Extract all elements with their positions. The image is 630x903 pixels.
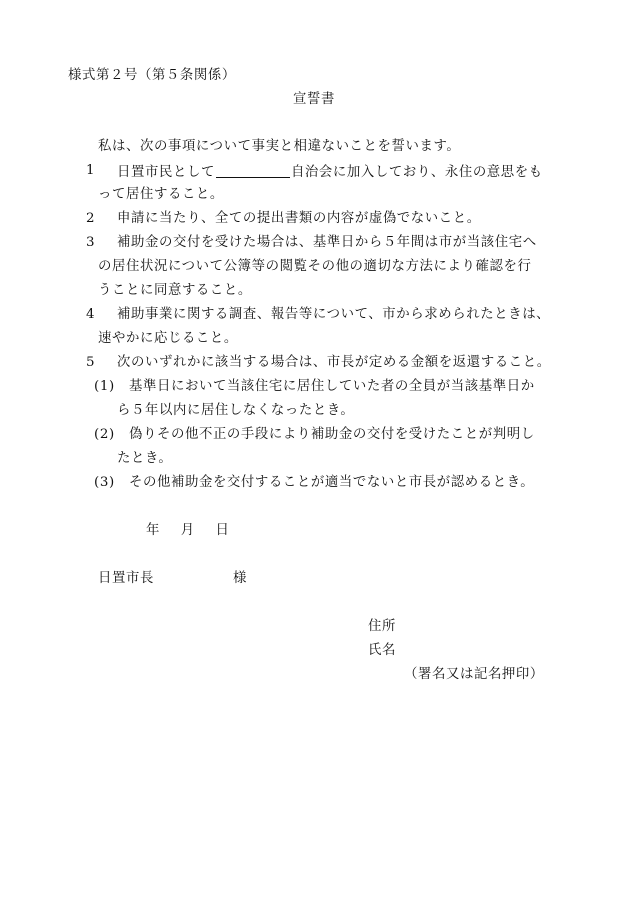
item-1-number: 1 [86, 163, 96, 178]
item-4-line-2: 速やかに応じること。 [98, 331, 238, 346]
address-label: 住所 [368, 619, 396, 634]
item-1-text-before: 日置市民として [117, 165, 215, 180]
item-1-line-1 [117, 163, 543, 181]
item-2-number: 2 [86, 211, 96, 226]
item-3-line-1: 補助金の交付を受けた場合は、基準日から５年間は市が当該住宅へ [117, 235, 537, 250]
item-4-number: 4 [86, 307, 96, 322]
item-1-text-after: 自治会に加入しており、永住の意思をも [290, 165, 543, 180]
item-2-line-1: 申請に当たり、全ての提出書類の内容が虚偽でないこと。 [117, 211, 481, 226]
seal-note: （署名又は記名押印） [404, 667, 544, 682]
subitem-2-line-1: 偽りその他不正の手段により補助金の交付を受けたことが判明し [129, 427, 535, 442]
item-5-number: 5 [86, 355, 96, 370]
subitem-3-line-1: その他補助金を交付することが適当でないと市長が認めるとき。 [129, 475, 535, 490]
document-title: 宣誓書 [293, 92, 335, 107]
subitem-2-number: (2) [94, 427, 115, 442]
intro-text: 私は、次の事項について事実と相違ないことを誓います。 [98, 139, 461, 154]
subitem-2-line-2: たとき。 [117, 451, 173, 466]
form-number-label: 様式第２号（第５条関係） [68, 68, 236, 83]
addressee-honorific: 様 [233, 571, 247, 586]
item-1-line-2: って居住すること。 [98, 187, 224, 202]
addressee-mayor: 日置市長 [98, 571, 154, 586]
item-3-number: 3 [86, 235, 96, 250]
item-4-line-1: 補助事業に関する調査、報告等について、市から求められたときは、 [117, 307, 551, 322]
subitem-1-line-2: ら５年以内に居住しなくなったとき。 [117, 403, 355, 418]
item-3-line-3: うことに同意すること。 [98, 283, 252, 298]
subitem-3-number: (3) [94, 475, 115, 490]
neighborhood-association-blank [216, 163, 290, 178]
subitem-1-number: (1) [94, 379, 115, 394]
item-5-line-1: 次のいずれかに該当する場合は、市長が定める金額を返還すること。 [117, 355, 551, 370]
date-line: 年 月 日 [146, 523, 233, 538]
subitem-1-line-1: 基準日において当該住宅に居住していた者の全員が当該基準日か [129, 379, 535, 394]
item-3-line-2: の居住状況について公簿等の閲覧その他の適切な方法により確認を行 [98, 259, 532, 274]
name-label: 氏名 [368, 643, 396, 658]
